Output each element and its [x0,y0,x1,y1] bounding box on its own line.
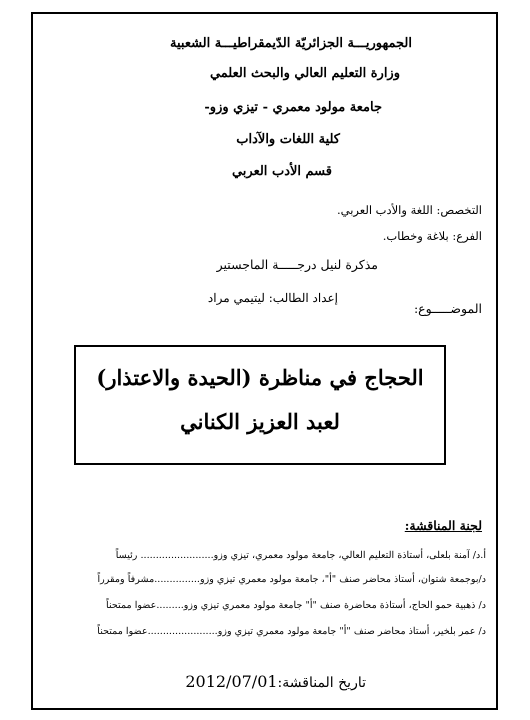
student-line: إعداد الطالب: ليتيمي مراد [207,291,338,305]
committee-member: د/ عمر بلخير، أستاذ محاضر صنف "أ" جامعة مولود معمري تيزي وزو.......................عضوا ممتحناً [97,626,486,637]
branch-line: الفرع: بلاغة وخطاب. [382,229,482,243]
committee-title: لجنة المناقشة: [404,518,482,533]
committee-member: د/بوجمعة شتوان، أستاذ محاضر صنف "أ"، جامعة مولود معمري تيزي وزو...............مشرفاً ومقرراً [97,574,486,585]
defense-date-value: 2012/07/01 [185,672,278,691]
thesis-title-box [74,345,446,465]
university-name: جامعة مولود معمري - تيزي وزو- [204,100,382,115]
thesis-title-line1: الحجاج في مناظرة (الحيدة والاعتذار) [96,365,424,390]
defense-date [185,672,366,691]
faculty-name: كلية اللغات والآداب [236,132,340,147]
defense-date-label: تاريخ المناقشة: [277,675,366,691]
committee-member: أ.د/ آمنة بلعلى، أستاذة التعليم العالي، جامعة مولود معمري، تيزي وزو........................ رئيساً [115,550,486,561]
subject-label: الموضـــــوع: [413,301,482,316]
republic-name: الجمهوريـــة الجزائريّة الدّيمقراطيـــة الشعبية [170,36,412,51]
ministry-name: وزارة التعليم العالي والبحث العلمي [209,66,400,81]
thesis-title-line2: لعبد العزيز الكناني [180,409,340,434]
specialty-line: التخصص: اللغة والأدب العربي. [336,203,482,217]
degree-line: مذكرة لنيل درجـــــة الماجستير [216,257,378,272]
department-name: قسم الأدب العربي [231,164,332,179]
committee-member: د/ ذهبية حمو الحاج، أستاذة محاضرة صنف "أ" جامعة مولود معمري تيزي وزو.........عضوا ممتحناً [106,600,486,611]
